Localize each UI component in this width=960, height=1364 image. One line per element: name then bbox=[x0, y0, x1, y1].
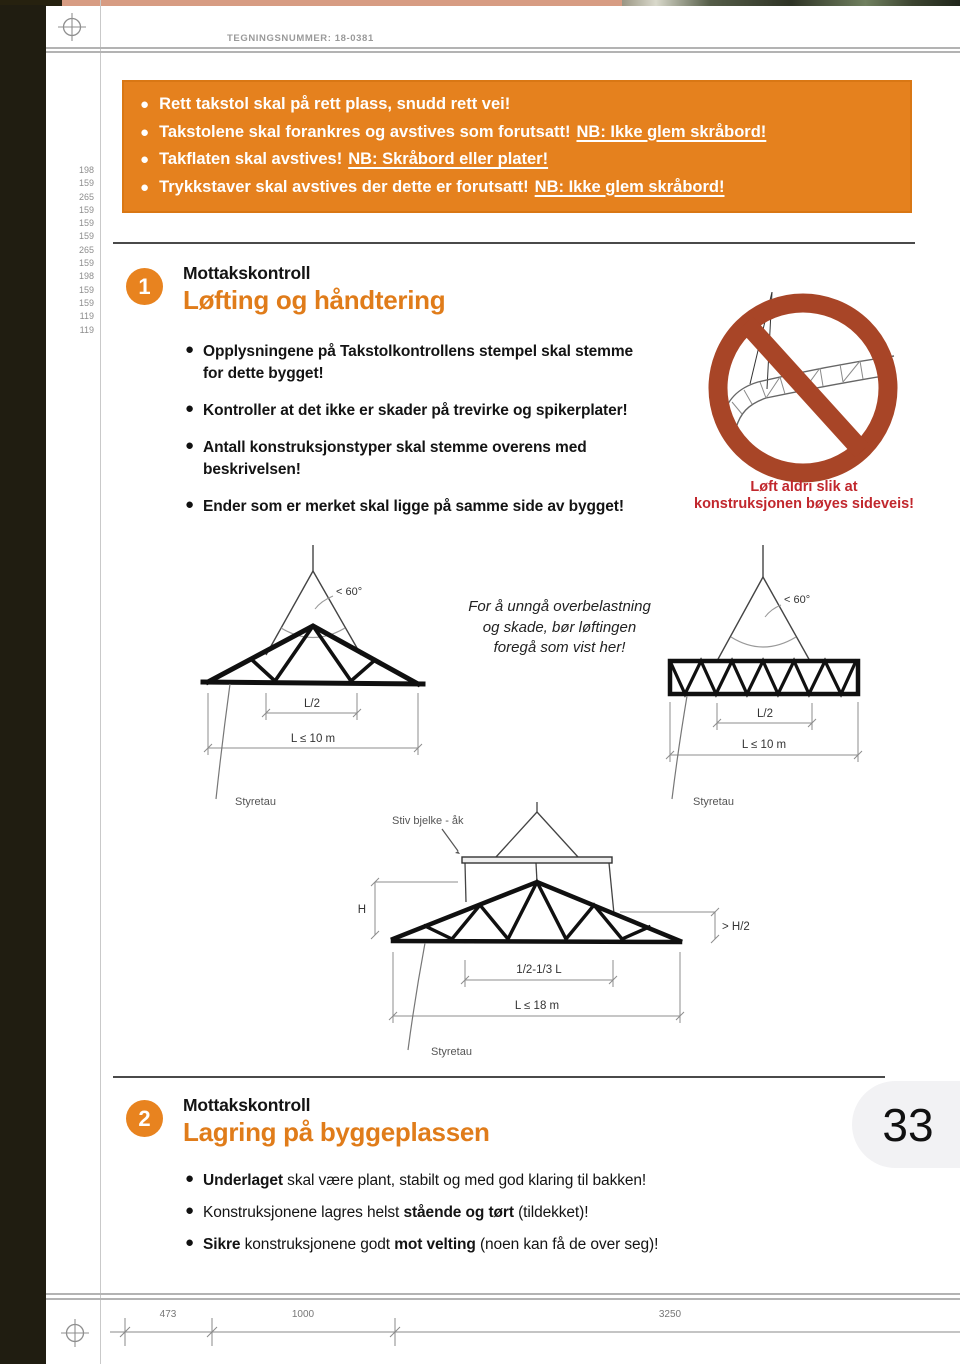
svg-text:Stiv bjelke - åk: Stiv bjelke - åk bbox=[392, 815, 464, 827]
parallel-truss-lifting-diagram bbox=[645, 545, 925, 813]
svg-text:L ≤ 10 m: L ≤ 10 m bbox=[741, 739, 787, 751]
list-item: ● Kontroller at det ikke er skader på trevirke og spikerplater! bbox=[185, 400, 628, 422]
svg-text:L ≤ 10 m: L ≤ 10 m bbox=[290, 733, 336, 745]
section-divider bbox=[113, 242, 915, 244]
section-kicker: Mottakskontroll bbox=[183, 1095, 311, 1115]
svg-text:1000: 1000 bbox=[291, 1309, 315, 1320]
registration-mark-icon bbox=[60, 1318, 90, 1348]
dimension-ruler bbox=[100, 1302, 960, 1364]
svg-text:> H/2: > H/2 bbox=[722, 921, 750, 933]
list-item: ● Underlaget skal være plant, stabilt og med god klaring til bakken! bbox=[185, 1170, 647, 1189]
section-number-badge: 2 bbox=[126, 1100, 163, 1137]
section-divider bbox=[113, 1076, 885, 1078]
svg-text:473: 473 bbox=[159, 1309, 177, 1320]
bullet-icon: ● bbox=[140, 96, 150, 113]
bullet-icon: ● bbox=[185, 1202, 195, 1219]
page-number: 33 bbox=[882, 1098, 934, 1151]
section-kicker: Mottakskontroll bbox=[183, 263, 311, 283]
warning-bullet: ● Takstolene skal forankres og avstives som forutsatt! NB: Ikke glem skråbord! bbox=[140, 119, 912, 147]
list-item: ● Ender som er merket skal ligge på samme side av bygget! bbox=[185, 496, 624, 518]
prohibition-caption: Løft aldri slik at konstruksjonen bøyes sideveis! bbox=[694, 479, 914, 512]
long-truss-spreader-beam-diagram bbox=[330, 802, 760, 1070]
page-top-edge bbox=[0, 0, 960, 6]
triangular-truss-lifting-diagram bbox=[185, 543, 465, 813]
bullet-icon: ● bbox=[140, 151, 150, 168]
bullet-icon: ● bbox=[185, 1234, 195, 1251]
bullet-icon: ● bbox=[185, 341, 195, 358]
header-rule bbox=[46, 51, 960, 53]
list-item: ● Sikre konstruksjonene godt mot velting (noen kan få de over seg)! bbox=[185, 1234, 659, 1253]
footer-rule bbox=[46, 1298, 960, 1300]
svg-text:L ≤ 18 m: L ≤ 18 m bbox=[514, 1000, 560, 1012]
svg-text:Styretau: Styretau bbox=[235, 796, 276, 808]
binding-bar bbox=[0, 5, 46, 1364]
list-item: ● Antall konstruksjonstyper skal stemme overens med beskrivelsen! bbox=[185, 437, 587, 480]
svg-text:L/2: L/2 bbox=[757, 708, 773, 720]
warning-bullet: ● Rett takstol skal på rett plass, snudd rett vei! bbox=[140, 91, 912, 119]
header-rule bbox=[46, 47, 960, 49]
svg-text:Styretau: Styretau bbox=[431, 1046, 472, 1058]
svg-text:1/2-1/3 L: 1/2-1/3 L bbox=[516, 964, 562, 976]
print-calibration-numbers: 198 159 265 159 159 159 265 159 198 159 159 119 119 bbox=[78, 165, 94, 335]
bullet-icon: ● bbox=[185, 1170, 195, 1187]
footer-rule bbox=[46, 1293, 960, 1295]
lifting-note: For å unngå overbelastning og skade, bør løftingen foregå som vist her! bbox=[468, 598, 651, 656]
warning-box bbox=[122, 80, 912, 213]
svg-text:< 60°: < 60° bbox=[784, 594, 811, 606]
svg-text:Styretau: Styretau bbox=[693, 796, 734, 808]
warning-bullet: ● Trykkstaver skal avstives der dette er forutsatt! NB: Ikke glem skråbord! bbox=[140, 174, 912, 202]
section-title: Løfting og håndtering bbox=[183, 285, 446, 315]
margin-rule bbox=[100, 0, 101, 1364]
no-sideways-lifting-icon bbox=[700, 292, 906, 488]
bullet-icon: ● bbox=[140, 178, 150, 196]
top-edge-photo-sliver bbox=[622, 0, 960, 6]
svg-text:L/2: L/2 bbox=[304, 698, 320, 710]
page-number-badge bbox=[852, 1081, 960, 1168]
bullet-icon: ● bbox=[185, 437, 195, 454]
drawing-number-label: TEGNINGSNUMMER: 18-0381 bbox=[227, 33, 374, 44]
bullet-icon: ● bbox=[185, 496, 195, 513]
svg-text:H: H bbox=[357, 904, 366, 916]
bullet-icon: ● bbox=[185, 400, 195, 417]
svg-text:< 60°: < 60° bbox=[336, 586, 363, 598]
list-item: ● Konstruksjonene lagres helst stående og tørt (tildekket)! bbox=[185, 1202, 589, 1221]
list-item: ● Opplysningene på Takstolkontrollens stempel skal stemme for dette bygget! bbox=[185, 341, 633, 384]
section-number-badge: 1 bbox=[126, 268, 163, 305]
svg-text:3250: 3250 bbox=[658, 1309, 682, 1320]
section-title: Lagring på byggeplassen bbox=[183, 1117, 490, 1147]
warning-bullet: ● Takflaten skal avstives! NB: Skråbord eller plater! bbox=[140, 146, 912, 174]
bullet-icon: ● bbox=[140, 123, 150, 141]
registration-mark-icon bbox=[57, 12, 87, 42]
top-edge-salmon-segment bbox=[62, 0, 622, 6]
